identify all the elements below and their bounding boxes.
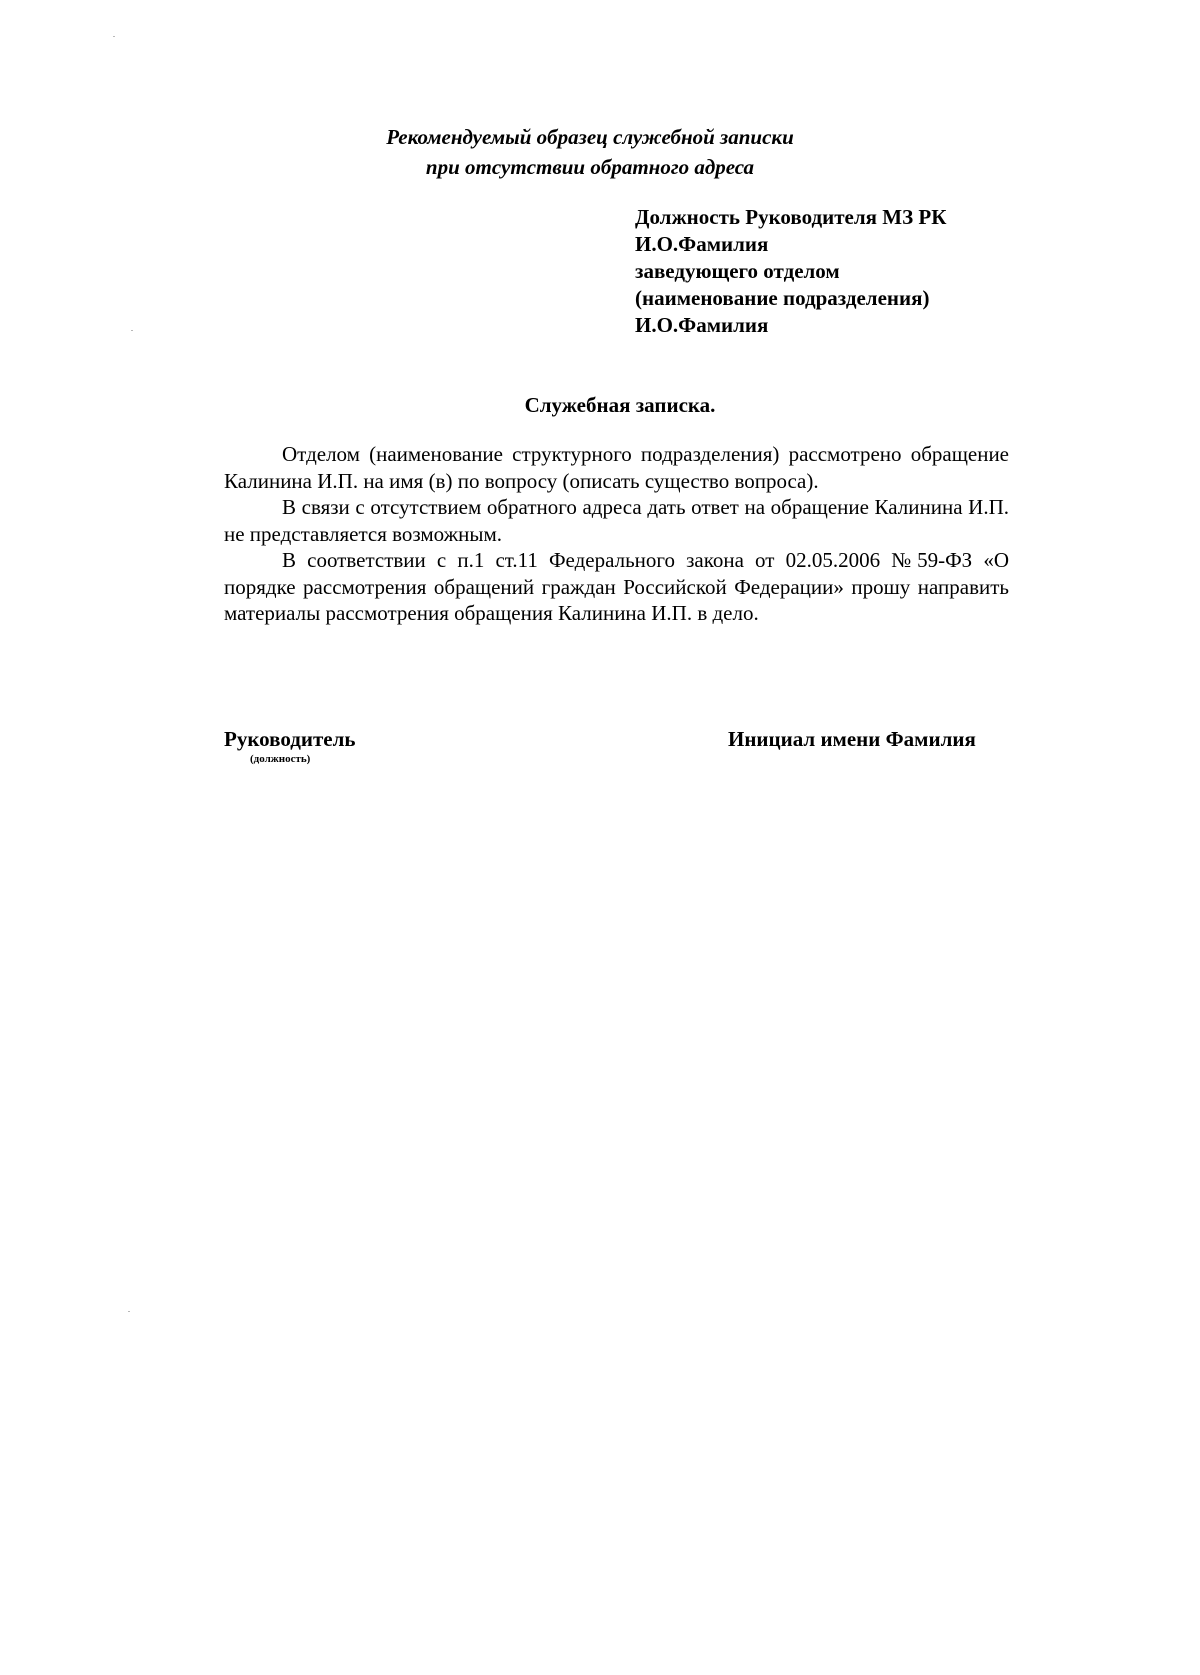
- scan-speck: [131, 330, 133, 331]
- addressee-line-1: Должность Руководителя МЗ РК: [635, 205, 947, 229]
- signature-name: Инициал имени Фамилия: [728, 727, 976, 751]
- document-title: Служебная записка.: [524, 393, 716, 417]
- signature-role: Руководитель: [224, 727, 356, 751]
- body-paragraph-2: В связи с отсутствием обратного адреса дать ответ на обращение Калинина И.П. не представляется возможным.: [224, 495, 1009, 546]
- memo-body: [224, 441, 1009, 627]
- scan-speck: [128, 1311, 130, 1312]
- addressee-line-2: И.О.Фамилия: [635, 232, 769, 256]
- sample-note-line-2: при отсутствии обратного адреса: [425, 155, 755, 179]
- body-paragraph-1: Отделом (наименование структурного подразделения) рассмотрено обращение Калинина И.П. на имя (в) по вопросу (описать существо вопроса).: [224, 442, 1009, 493]
- signature-role-caption: (должность): [250, 753, 311, 765]
- addressee-line-4: (наименование подразделения): [635, 286, 930, 310]
- addressee-line-5: И.О.Фамилия: [635, 313, 769, 337]
- scan-speck: [113, 36, 115, 37]
- addressee-line-3: заведующего отделом: [635, 259, 840, 283]
- sample-note-heading: [330, 122, 850, 182]
- addressee-block: [635, 204, 1055, 339]
- signature-role-block: [224, 726, 444, 766]
- sample-note-line-1: Рекомендуемый образец служебной записки: [386, 125, 794, 149]
- body-paragraph-3: В соответствии с п.1 ст.11 Федерального закона от 02.05.2006 №59-ФЗ «О порядке рассмотрения обращений граждан Российской Федерации» прошу направить материалы рассмотрения обращения Калинина И.П. в дело.: [224, 548, 1009, 625]
